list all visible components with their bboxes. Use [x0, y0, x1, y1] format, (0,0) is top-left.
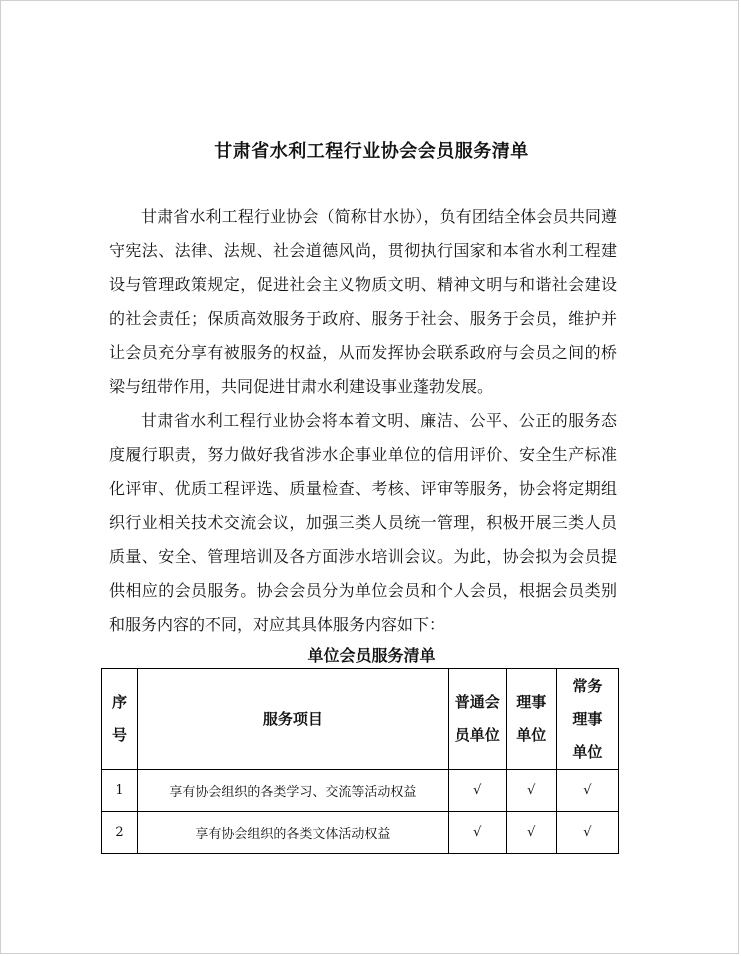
row-index: 2: [102, 812, 138, 854]
header-council-member: 理事单位: [506, 669, 556, 770]
row-service-item: 享有协会组织的各类文体活动权益: [138, 812, 449, 854]
row-council-check: √: [506, 812, 556, 854]
header-standing-council-member: 常务理事单位: [556, 669, 618, 770]
table-header-row: [102, 669, 619, 770]
service-paragraph: 甘肃省水利工程行业协会将本着文明、廉洁、公平、公正的服务态度履行职责，努力做好我省涉水企事业单位的信用评价、安全生产标准化评审、优质工程评选、质量检查、考核、评审等服务，协会将定期组织行业相关技术交流会议，加强三类人员统一管理，积极开展三类人员质量、安全、管理培训及各方面涉水培训会议。为此，协会拟为会员提供相应的会员服务。协会会员分为单位会员和个人会员，根据会员类别和服务内容的不同，对应其具体服务内容如下：: [109, 411, 617, 634]
row-regular-check: √: [448, 770, 506, 812]
row-regular-check: √: [448, 812, 506, 854]
header-service-item: 服务项目: [138, 669, 449, 770]
document-title: 甘肃省水利工程行业协会会员服务清单: [214, 141, 529, 162]
row-index: 1: [102, 770, 138, 812]
row-standing-check: √: [556, 770, 618, 812]
table-row: [102, 812, 619, 854]
row-standing-check: √: [556, 812, 618, 854]
row-council-check: √: [506, 770, 556, 812]
table-row: [102, 770, 619, 812]
row-service-item: 享有协会组织的各类学习、交流等活动权益: [138, 770, 449, 812]
intro-paragraph: 甘肃省水利工程行业协会（简称甘水协），负有团结全体会员共同遵守宪法、法律、法规、社会道德风尚，贯彻执行国家和本省水利工程建设与管理政策规定，促进社会主义物质文明、精神文明与和谐社会建设的社会责任；保质高效服务于政府、服务于社会、服务于会员，维护并让会员充分享有被服务的权益，从而发挥协会联系政府与会员之间的桥梁与纽带作用，共同促进甘肃水利建设事业蓬勃发展。: [109, 207, 617, 396]
table-title: 单位会员服务清单: [307, 646, 436, 665]
header-index: 序号: [102, 669, 138, 770]
header-regular-member: 普通会员单位: [448, 669, 506, 770]
service-table: [101, 668, 619, 854]
